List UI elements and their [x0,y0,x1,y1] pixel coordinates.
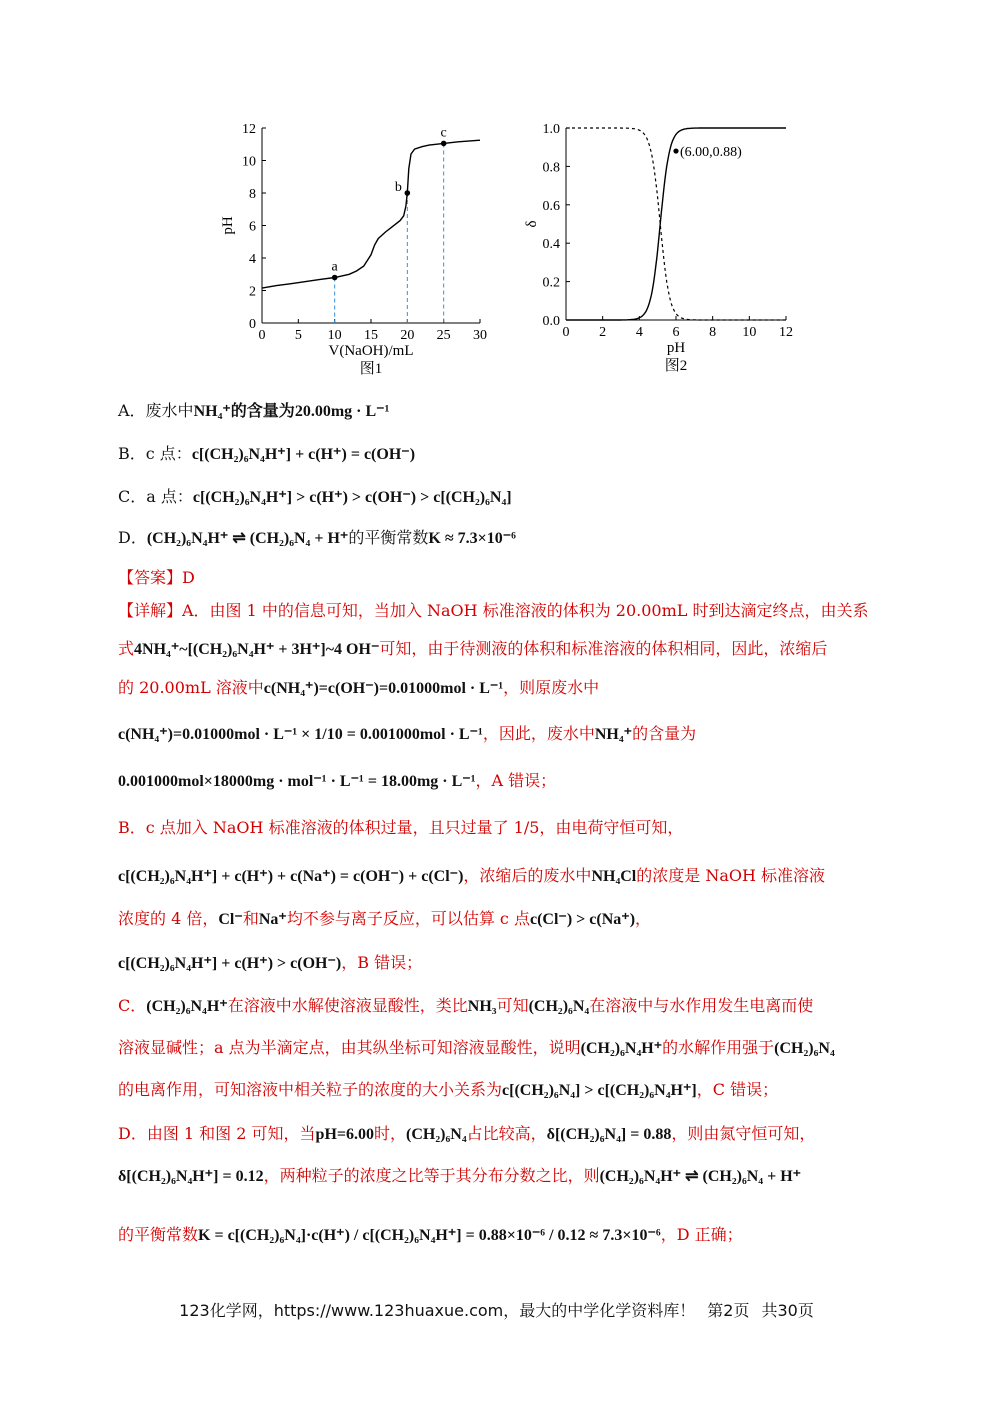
detail-line-10: C．(CH₂)₆N₄H⁺在溶液中水解使溶液显酸性，类比NH₃可知(CH₂)₆N₄在溶液中与水作用发生电离而使 [118,996,814,1015]
annotated-point [673,148,678,153]
option-c-prefix: C．a 点： [118,487,193,506]
x-tick-label: 25 [436,328,451,343]
y-tick-label: 1.0 [542,122,560,137]
detail-line-3: 的 20.00mL 溶液中c(NH₄⁺)=c(OH⁻)=0.01000mol · L⁻¹，则原废水中 [118,678,600,697]
option-a [118,398,389,421]
detail-line-15: 的平衡常数K = c[(CH₂)₆N₄]·c(H⁺) / c[(CH₂)₆N₄H⁺] = 0.88×10⁻⁶ / 0.12 ≈ 7.3×10⁻⁶，D 正确； [118,1225,743,1244]
option-d-eq2: K ≈ 7.3×10⁻⁶ [428,530,516,547]
x-tick-label: 12 [779,325,793,340]
y-tick-label: 0.2 [542,275,560,291]
x-tick-label: 6 [672,325,680,340]
y-tick-label: 2 [249,284,256,300]
y-axis-label: pH [220,216,236,235]
option-c [118,484,512,507]
detail-line-6: B．c 点加入 NaOH 标准溶液的体积过量，且只过量了 1/5，由电荷守恒可知， [118,818,684,837]
x-tick-label: 10 [742,325,757,340]
option-b-eq: c[(CH₂)₆N₄H⁺] + c(H⁺) = c(OH⁻) [191,446,416,463]
annotation-label: (6.00,0.88) [680,145,742,161]
detail-line-9: c[(CH₂)₆N₄H⁺] + c(H⁺) > c(OH⁻)，B 错误； [118,953,423,972]
x-tick-label: 0 [562,325,570,340]
detail-line-11: 溶液显碱性；a 点为半滴定点，由其纵坐标可知溶液显酸性，说明(CH₂)₆N₄H⁺的水解作用强于(CH₂)₆N₄ [118,1038,835,1057]
option-d-prefix: D． [118,528,147,547]
y-tick-label: 10 [242,154,256,170]
option-a-text: NH₄⁺的含量为 [193,403,295,420]
y-tick-label: 0.6 [542,198,560,214]
page-footer [0,1298,993,1321]
y-tick-label: 0.0 [542,314,560,329]
titration-curve [262,140,480,288]
detail-line-2: 式4NH₄⁺~[(CH₂)₆N₄H⁺ + 3H⁺]~4 OH⁻可知，由于待测液的体积和标准溶液的体积相同，因此，浓缩后 [118,639,828,658]
detail-line-12: 的电离作用，可知溶液中相关粒子的浓度的大小关系为c[(CH₂)₆N₄] > c[(CH₂)₆N₄H⁺]，C 错误； [118,1080,779,1099]
x-tick-label: 30 [473,328,487,343]
point-b [405,190,411,196]
point-a [332,275,338,281]
detail-line-7: c[(CH₂)₆N₄H⁺] + c(H⁺) + c(Na⁺) = c(OH⁻) + c(Cl⁻)，浓缩后的废水中NH₄Cl的浓度是 NaOH 标准溶液 [118,866,826,885]
option-d-eq: (CH₂)₆N₄H⁺ ⇌ (CH₂)₆N₄ + H⁺ [146,530,349,547]
x-tick-label: 8 [709,325,717,340]
x-tick-label: 5 [294,328,302,343]
point-label-c: c [440,125,447,141]
detail-line-13: D．由图 1 和图 2 可知，当pH=6.00时，(CH₂)₆N₄占比较高，δ[(CH₂)₆N₄] = 0.88，则由氮守恒可知， [118,1124,816,1143]
detail-line-5: 0.001000mol×18000mg · mol⁻¹ · L⁻¹ = 18.00mg · L⁻¹，A 错误； [118,771,557,790]
x-tick-label: 15 [364,328,378,343]
point-label-b: b [394,180,402,195]
point-label-a: a [331,259,338,275]
solid-curve [566,128,786,320]
detail-line-1: 【详解】A．由图 1 中的信息可知，当加入 NaOH 标准溶液的体积为 20.00mL 时到达滴定终点，由关系 [118,601,869,620]
y-tick-label: 8 [249,187,256,202]
detail-line-8: 浓度的 4 倍，Cl⁻和Na⁺均不参与离子反应，可以估算 c 点c(Cl⁻) > c(Na⁺)， [118,909,652,928]
footer-page: 第2页 [707,1301,750,1320]
footer-total: 共30页 [761,1301,814,1320]
option-d [118,525,516,548]
y-tick-label: 4 [249,252,256,267]
x-tick-label: 10 [327,328,342,343]
titration-curve-chart [210,108,500,398]
x-axis-label: pH [666,340,686,356]
y-tick-label: 12 [242,122,256,137]
y-tick-label: 6 [249,219,256,235]
x-tick-label: 20 [400,328,415,343]
figure-2 [510,108,800,398]
x-tick-label: 0 [258,328,266,343]
dashed-curve [566,128,786,320]
option-c-eq: c[(CH₂)₆N₄H⁺] > c(H⁺) > c(OH⁻) > c[(CH₂)₆N₄] [192,489,512,506]
figure-caption: 图1 [359,361,383,377]
y-tick-label: 0.8 [542,160,560,176]
x-axis-label: V(NaOH)/mL [328,343,414,359]
x-tick-label: 2 [599,325,607,340]
x-tick-label: 4 [635,325,643,340]
y-tick-label: 0.4 [542,237,560,253]
option-a-prefix: A．废水中 [118,401,194,420]
detail-line-4: c(NH₄⁺)=0.01000mol · L⁻¹ × 1/10 = 0.001000mol · L⁻¹，因此，废水中NH₄⁺的含量为 [118,724,697,743]
figure-1 [210,108,500,398]
option-a-eq: 20.00mg · L⁻¹ [294,403,390,420]
option-b [118,441,415,464]
distribution-fraction-chart [510,108,800,398]
point-c [441,141,447,147]
answer: 【答案】D [118,568,195,587]
footer-site: 123化学网，https://www.123huaxue.com，最大的中学化学资料库！ [179,1301,696,1320]
detail-line-14: δ[(CH₂)₆N₄H⁺] = 0.12，两种粒子的浓度之比等于其分布分数之比，则(CH₂)₆N₄H⁺ ⇌ (CH₂)₆N₄ + H⁺ [118,1166,802,1185]
option-d-text: 的平衡常数 [348,528,429,547]
y-axis-label: δ [524,220,540,228]
figure-caption: 图2 [664,358,688,374]
y-tick-label: 0 [249,317,256,332]
option-b-prefix: B．c 点： [118,444,192,463]
